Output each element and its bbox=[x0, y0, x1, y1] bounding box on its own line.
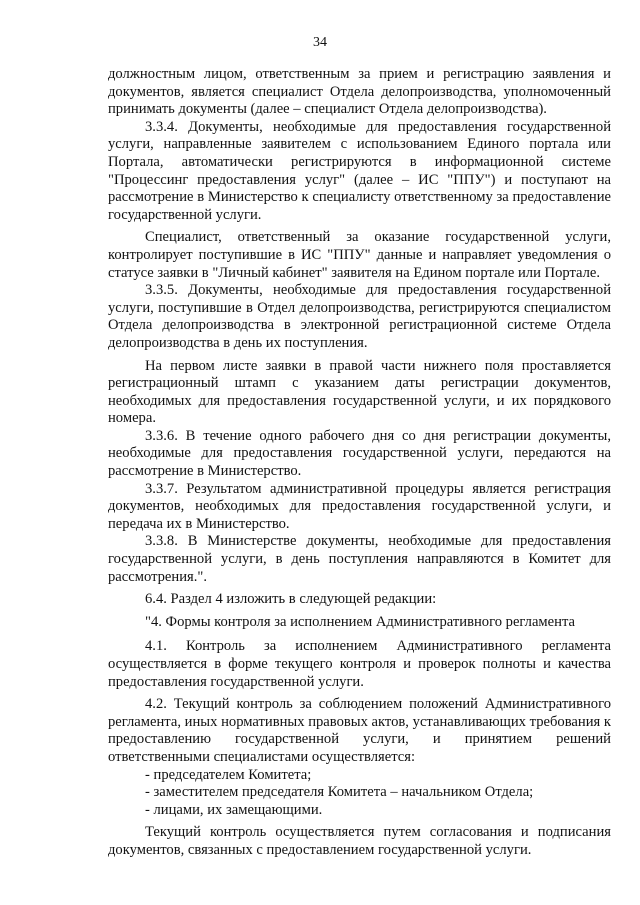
paragraph-3-3-6: 3.3.6. В течение одного рабочего дня со дня регистрации документы, необходимые для предоставления государственной услуги, передаются на рассмотрение в Министерство. bbox=[108, 427, 611, 480]
section-4-heading: "4. Формы контроля за исполнением Административного регламента bbox=[145, 613, 575, 630]
paragraph-registration-stamp: На первом листе заявки в правой части нижнего поля проставляется регистрационный штамп с указанием даты регистрации документов, необходимых для предоставления государственной услуги, и их порядкового номера. bbox=[108, 357, 611, 427]
list-item-substitutes: - лицами, их замещающими. bbox=[145, 801, 323, 818]
paragraph-4-1: 4.1. Контроль за исполнением Административного регламента осуществляется в форме текущего контроля и проверок полноты и качества предоставления государственной услуги. bbox=[108, 638, 611, 690]
paragraph-3-3-4: 3.3.4. Документы, необходимые для предоставления государственной услуги, направленные заявителем с использованием Единого портала или Портала, автоматически регистрируются в информационной системе "Процессинг предоставления услуг" (далее – ИС "ППУ") и поступают на рассмотрение в Министерство к специалисту ответственному за предоставление государственной услуги. bbox=[108, 118, 611, 223]
paragraph-3-3-5: 3.3.5. Документы, необходимые для предоставления государственной услуги, поступившие в Отдел делопроизводства, регистрируются специалистом Отдела делопроизводства в электронной регистрационной системе Отдела делопроизводства в день их поступления. bbox=[108, 282, 611, 351]
list-item-chairman: - председателем Комитета; bbox=[145, 766, 312, 783]
paragraph-6-4: 6.4. Раздел 4 изложить в следующей редакции: bbox=[145, 591, 437, 608]
paragraph-responsible-official: должностным лицом, ответственным за прием и регистрацию заявления и документов, является специалист Отдела делопроизводства, уполномоченный принимать документы (далее – специалист Отдела делопроизводства). bbox=[108, 66, 611, 118]
document-body bbox=[108, 66, 611, 860]
paragraph-3-3-7: 3.3.7. Результатом административной процедуры является регистрация документов, необходимых для предоставления государственной услуги, и передача их в Министерство. bbox=[108, 480, 611, 532]
paragraph-4-2: 4.2. Текущий контроль за соблюдением положений Административного регламента, иных нормативных правовых актов, устанавливающих требования к предоставлению государственной услуги, и принятием решений ответственными специалистами осуществляется: bbox=[108, 696, 611, 765]
paragraph-3-3-8: 3.3.8. В Министерстве документы, необходимые для предоставления государственной услуги, в день поступления направляются в Комитет для рассмотрения.". bbox=[108, 533, 611, 585]
paragraph-specialist-control: Специалист, ответственный за оказание государственной услуги, контролирует поступившие в ИС "ППУ" данные и направляет уведомления о статусе заявки в "Личный кабинет" заявителя на Едином портале или Портале. bbox=[108, 229, 611, 281]
list-item-deputy-chairman: - заместителем председателя Комитета – начальником Отдела; bbox=[145, 784, 534, 801]
paragraph-current-control: Текущий контроль осуществляется путем согласования и подписания документов, связанных с предоставлением государственной услуги. bbox=[108, 824, 611, 858]
page-number: 34 bbox=[313, 35, 327, 50]
